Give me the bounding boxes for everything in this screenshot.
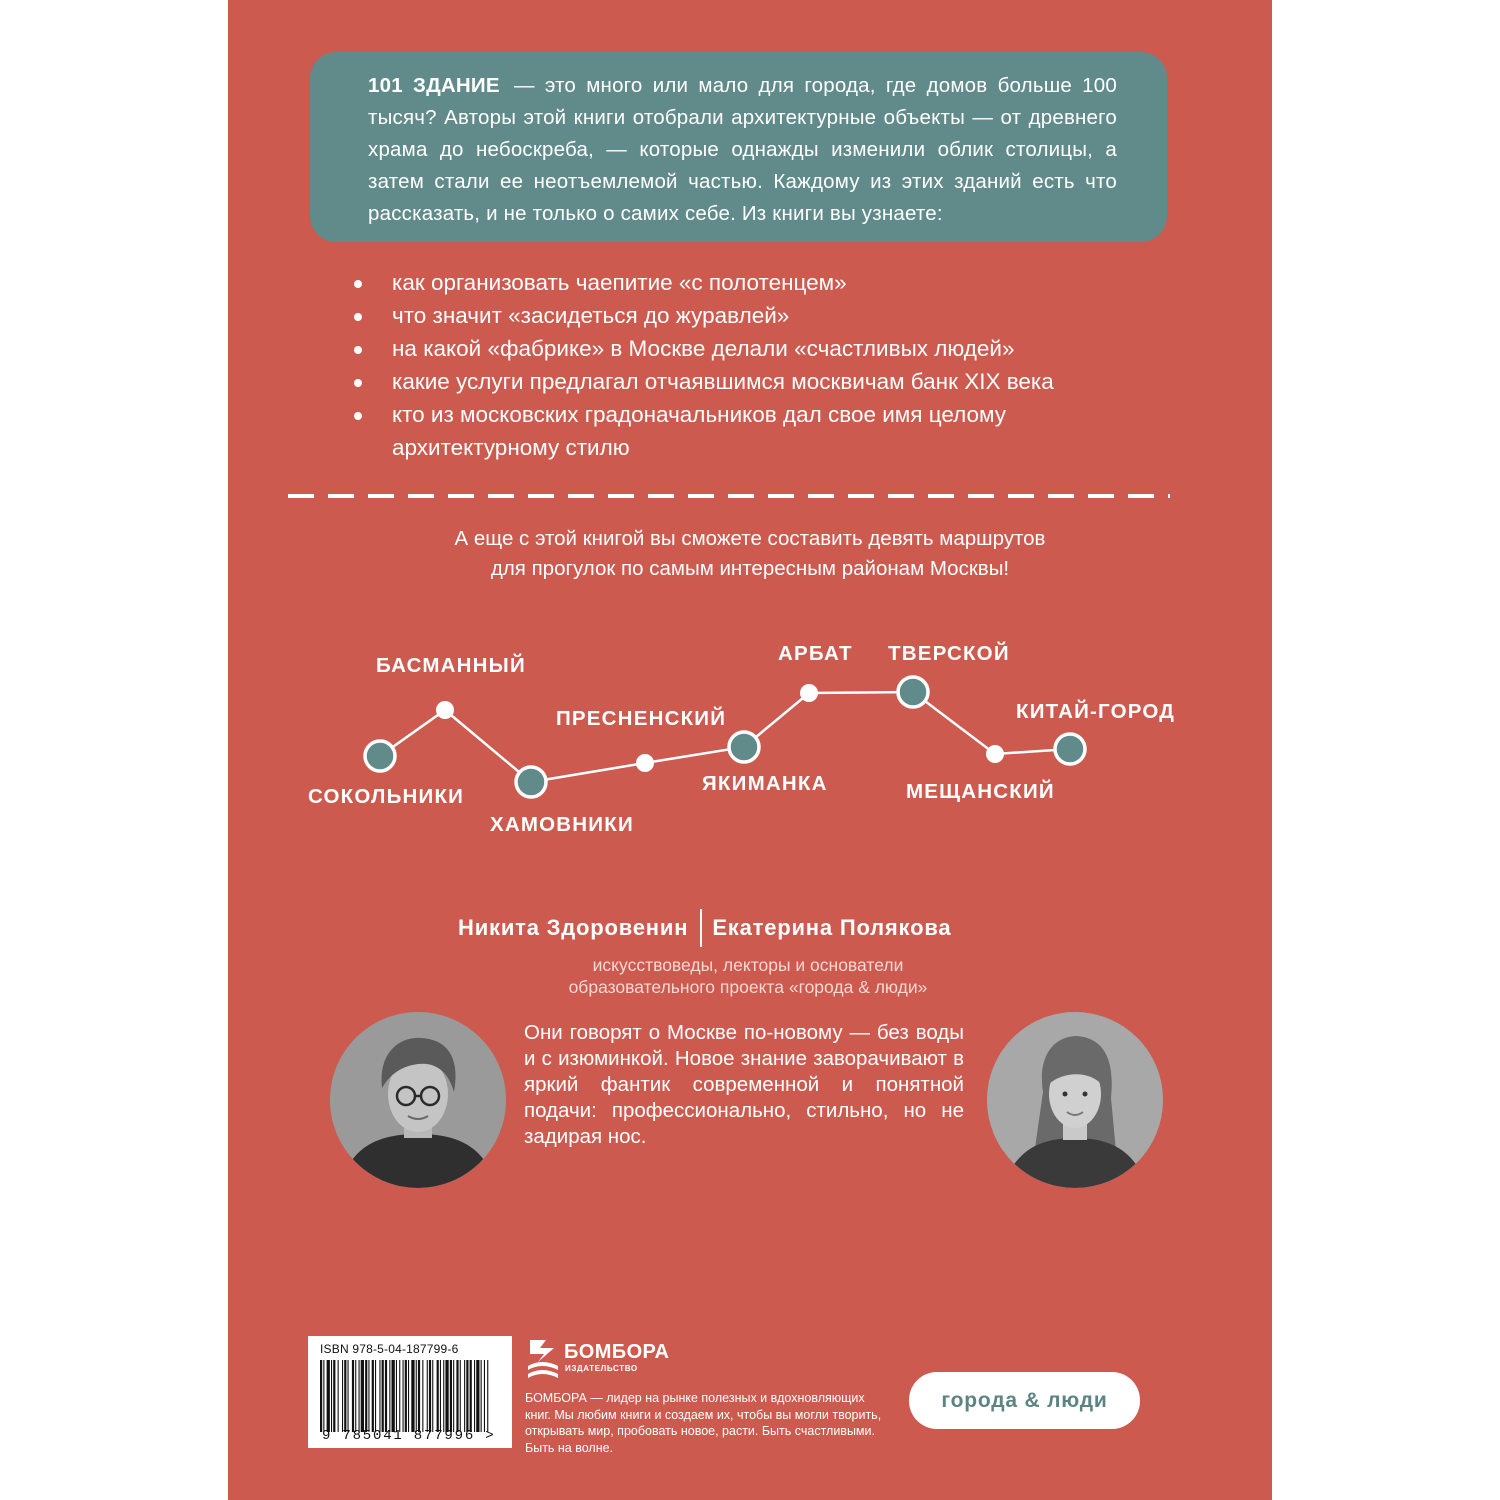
brand-badge: города & люди bbox=[909, 1372, 1140, 1429]
route-stop-major bbox=[729, 732, 759, 762]
route-label-arbat: АРБАТ bbox=[778, 642, 853, 665]
barcode-bar bbox=[392, 1360, 395, 1432]
routes-intro-line: для прогулок по самым интересным районам Москвы! bbox=[490, 557, 1010, 580]
intro-text: — это много или мало для города, где домов больше 100 тысяч? Авторы этой книги отобрали архитектурные объекты — от древнего храма до небоскреба, — которые однажды изменили облик столицы, а затем стали ее неотъемлемой частью. Каждому из этих зданий есть что рассказать, и не только о самих себе. Из книги вы узнаете: bbox=[368, 74, 1117, 225]
barcode-bar bbox=[344, 1360, 346, 1432]
barcode-bar bbox=[411, 1360, 414, 1432]
barcode-bar bbox=[440, 1360, 441, 1432]
route-label-kitay-gorod: КИТАЙ-ГОРОД bbox=[1016, 700, 1176, 723]
barcode-bar bbox=[460, 1360, 461, 1432]
route-stop-minor bbox=[986, 745, 1004, 763]
author-role-line: образовательного проекта «города & люди» bbox=[568, 977, 928, 997]
authors-separator bbox=[700, 909, 702, 947]
barcode-bar bbox=[418, 1360, 420, 1432]
barcode-bar bbox=[368, 1360, 369, 1432]
publisher-description: БОМБОРА — лидер на рынке полезных и вдохновляющих книг. Мы любим книги и создаем их, чтобы вы могли творить, открывать мир, пробовать новое, расти. Быть счастливыми. Быть на волне. bbox=[525, 1391, 882, 1455]
route-stop-major bbox=[365, 741, 395, 771]
route-line-graphic bbox=[228, 0, 1272, 1500]
author-photo-right bbox=[987, 1012, 1163, 1188]
author-portrait-icon bbox=[330, 1012, 506, 1188]
route-stop-major bbox=[516, 767, 546, 797]
barcode-bar bbox=[382, 1360, 384, 1432]
barcode-bar bbox=[450, 1360, 452, 1432]
barcode-bar bbox=[481, 1360, 482, 1432]
barcode-icon bbox=[320, 1360, 490, 1432]
barcode-bar bbox=[416, 1360, 417, 1432]
barcode-bar bbox=[422, 1360, 423, 1432]
route-stop-minor bbox=[800, 684, 818, 702]
route-stop-major bbox=[1055, 734, 1085, 764]
barcode-bar bbox=[342, 1360, 343, 1432]
barcode-bar bbox=[320, 1360, 322, 1432]
isbn-barcode-box bbox=[308, 1336, 512, 1448]
barcode-bar bbox=[476, 1360, 479, 1432]
author-role-line: искусствоведы, лекторы и основатели bbox=[592, 955, 904, 975]
barcode-bar bbox=[379, 1360, 380, 1432]
route-label-presnensky: ПРЕСНЕНСКИЙ bbox=[556, 707, 727, 730]
intro-lead: 101 ЗДАНИЕ bbox=[368, 74, 500, 97]
barcode-bar bbox=[396, 1360, 397, 1432]
barcode-bar bbox=[427, 1360, 428, 1432]
barcode-bar bbox=[453, 1360, 454, 1432]
list-item: на какой «фабрике» в Москве делали «счастливых людей» bbox=[348, 332, 1178, 365]
barcode-bar bbox=[487, 1360, 488, 1432]
barcode-bar bbox=[432, 1360, 433, 1432]
barcode-bar bbox=[437, 1360, 439, 1432]
barcode-bar bbox=[385, 1360, 387, 1432]
barcode-bar bbox=[466, 1360, 468, 1432]
list-item: кто из московских градоначальников дал свое имя целому архитектурному стилю bbox=[348, 398, 1178, 464]
authors-line bbox=[458, 908, 951, 948]
barcode-bar bbox=[456, 1360, 458, 1432]
authors-description: Они говорят о Москве по-новому — без воды и с изюминкой. Новое знание заворачивают в яркий фантик современной и понятной подачи: профессионально, стильно, но не задирая нос. bbox=[524, 1021, 964, 1148]
author-role bbox=[498, 954, 998, 998]
route-map bbox=[228, 0, 1272, 1500]
barcode-bar bbox=[464, 1360, 465, 1432]
barcode-bar bbox=[484, 1360, 485, 1432]
list-item: что значит «засидеться до журавлей» bbox=[348, 299, 1178, 332]
barcode-bar bbox=[399, 1360, 400, 1432]
barcode-bar bbox=[403, 1360, 404, 1432]
route-line bbox=[380, 692, 1070, 782]
author-portrait-icon bbox=[987, 1012, 1163, 1188]
route-label-tverskoy: ТВЕРСКОЙ bbox=[888, 642, 1010, 665]
list-item: как организовать чаепитие «с полотенцем» bbox=[348, 266, 1178, 299]
barcode-bar bbox=[474, 1360, 475, 1432]
list-item: какие услуги предлагал отчаявшимся москвичам банк XIX века bbox=[348, 365, 1178, 398]
route-stop-major bbox=[898, 677, 928, 707]
route-label-meshchansky: МЕЩАНСКИЙ bbox=[906, 780, 1055, 803]
barcode-bar bbox=[429, 1360, 431, 1432]
route-label-basmanny: БАСМАННЫЙ bbox=[376, 654, 526, 677]
barcode-bar bbox=[372, 1360, 374, 1432]
routes-intro-line: А еще с этой книгой вы сможете составить девять маршрутов bbox=[454, 527, 1046, 550]
barcode-bar bbox=[327, 1360, 330, 1432]
route-stop-minor bbox=[436, 701, 454, 719]
author-name: Екатерина Полякова bbox=[712, 915, 952, 940]
barcode-bar bbox=[443, 1360, 444, 1432]
book-back-cover bbox=[228, 0, 1272, 1500]
barcode-bar bbox=[361, 1360, 364, 1432]
route-stop-minor bbox=[636, 754, 654, 772]
barcode-bar bbox=[359, 1360, 360, 1432]
barcode-bar bbox=[389, 1360, 390, 1432]
barcode-bar bbox=[348, 1360, 349, 1432]
barcode-bar bbox=[405, 1360, 407, 1432]
isbn-label: ISBN 978-5-04-187799-6 bbox=[320, 1342, 459, 1356]
barcode-bar bbox=[445, 1360, 448, 1432]
publisher-name: БОМБОРА bbox=[564, 1341, 670, 1363]
isbn-digits: 9 785041 877996 > bbox=[322, 1428, 496, 1444]
barcode-bar bbox=[365, 1360, 367, 1432]
barcode-bar bbox=[338, 1360, 339, 1432]
route-label-yakimanka: ЯКИМАНКА bbox=[702, 772, 828, 795]
barcode-bar bbox=[323, 1360, 324, 1432]
route-label-sokolniki: СОКОЛЬНИКИ bbox=[308, 785, 465, 808]
barcode-bar bbox=[355, 1360, 356, 1432]
barcode-bar bbox=[331, 1360, 332, 1432]
barcode-bar bbox=[352, 1360, 354, 1432]
barcode-bar bbox=[375, 1360, 376, 1432]
author-photo-left bbox=[330, 1012, 506, 1188]
barcode-bar bbox=[333, 1360, 335, 1432]
publisher-subtitle: ИЗДАТЕЛЬСТВО bbox=[565, 1364, 638, 1373]
route-label-khamovniki: ХАМОВНИКИ bbox=[490, 813, 634, 836]
barcode-bar bbox=[470, 1360, 472, 1432]
author-name: Никита Здоровенин bbox=[458, 915, 689, 940]
barcode-bar bbox=[408, 1360, 409, 1432]
